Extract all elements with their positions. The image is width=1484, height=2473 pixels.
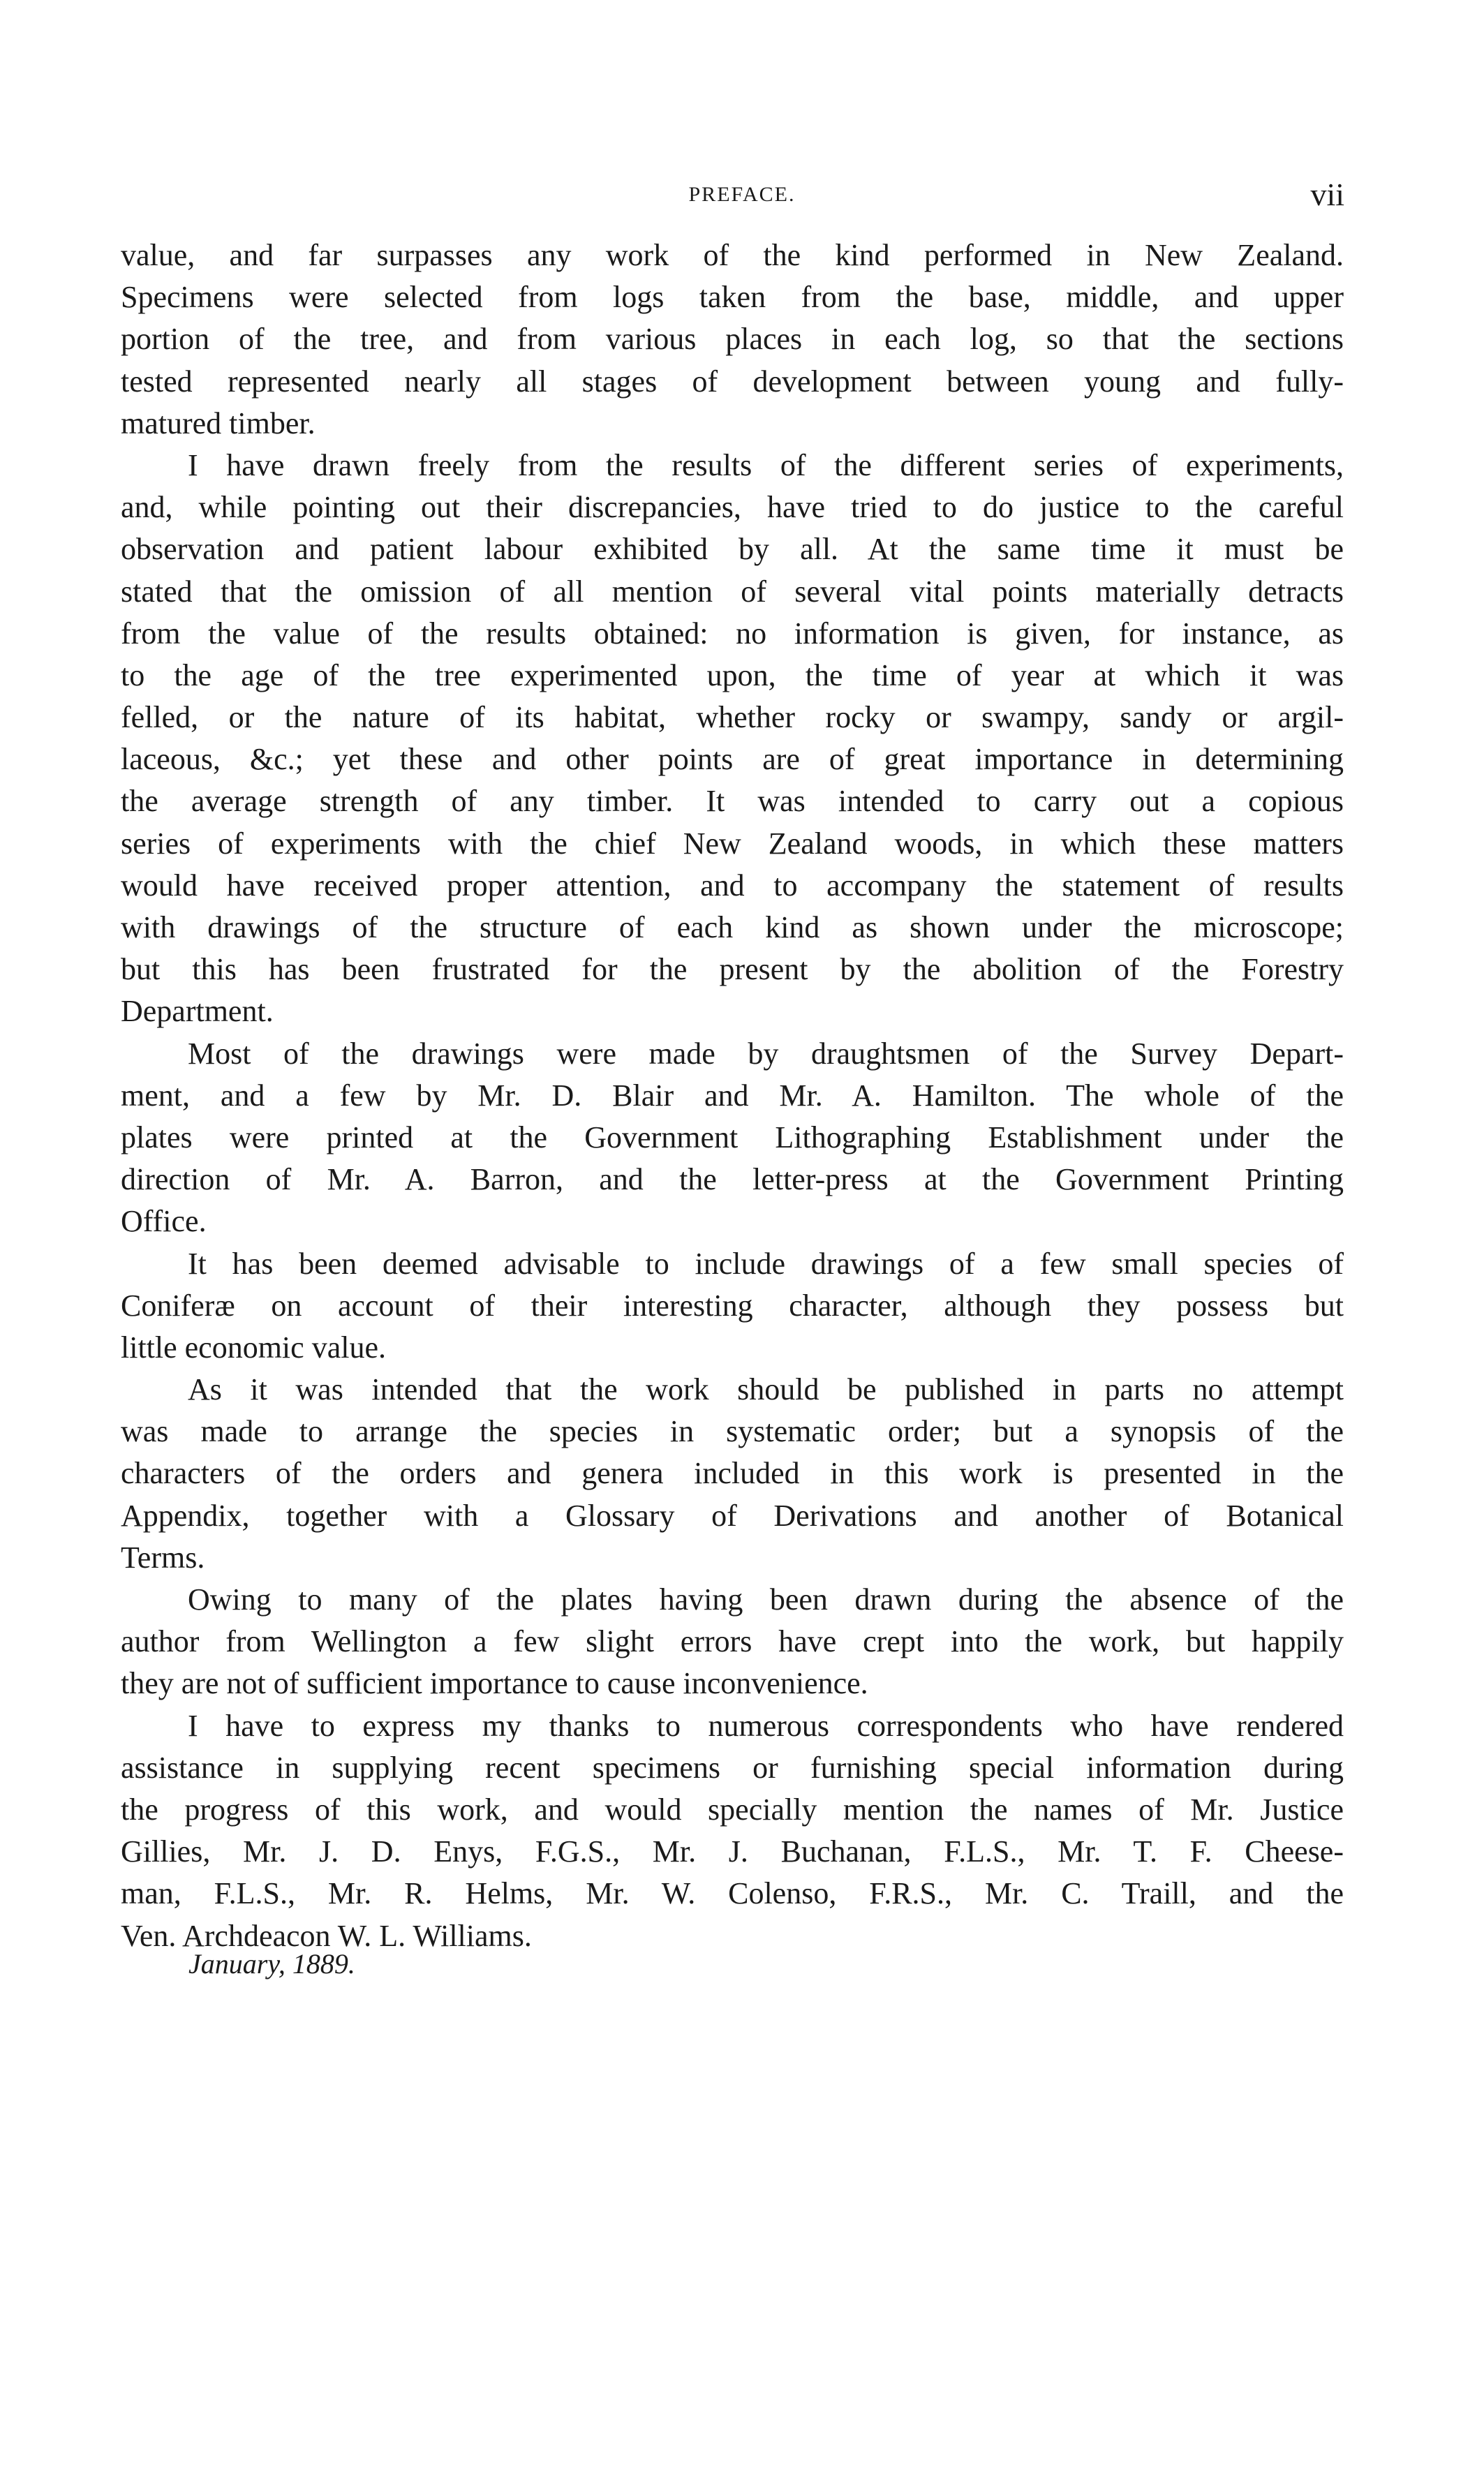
paragraph xyxy=(121,1243,1344,1369)
text-line: Office. xyxy=(121,1204,207,1239)
paragraph xyxy=(121,1033,1344,1243)
text-line: the average strength of any timber. It was intended to carry out a copious xyxy=(121,784,1344,819)
text-line: was made to arrange the species in systematic order; but a synopsis of the xyxy=(121,1414,1344,1449)
preface-date: January, 1889. xyxy=(188,1948,355,1980)
text-line: Terms. xyxy=(121,1540,205,1575)
text-line: Most of the drawings were made by draughtsmen of the Survey Depart- xyxy=(188,1036,1344,1071)
preface-body xyxy=(121,235,1344,1957)
text-line: to the age of the tree experimented upon, the time of year at which it was xyxy=(121,658,1344,692)
text-line: plates were printed at the Government Lithographing Establishment under the xyxy=(121,1120,1344,1154)
text-line: Coniferæ on account of their interesting character, although they possess but xyxy=(121,1288,1344,1323)
text-line: Specimens were selected from logs taken from the base, middle, and upper xyxy=(121,280,1344,315)
text-line: little economic value. xyxy=(121,1330,386,1365)
text-line: value, and far surpasses any work of the kind performed in New Zealand. xyxy=(121,238,1344,272)
text-line: with drawings of the structure of each kind as shown under the microscope; xyxy=(121,910,1344,944)
text-line: Gillies, Mr. J. D. Enys, F.G.S., Mr. J. Buchanan, F.L.S., Mr. T. F. Cheese- xyxy=(121,1834,1344,1869)
text-line: and, while pointing out their discrepancies, have tried to do justice to the careful xyxy=(121,490,1344,525)
text-line: the progress of this work, and would specially mention the names of Mr. Justice xyxy=(121,1792,1344,1827)
text-line: would have received proper attention, and to accompany the statement of results xyxy=(121,868,1344,903)
running-head-title: PREFACE. xyxy=(688,183,796,206)
text-line: stated that the omission of all mention of several vital points materially detracts xyxy=(121,574,1344,609)
paragraph xyxy=(121,1369,1344,1579)
paragraph xyxy=(121,445,1344,1033)
text-line: tested represented nearly all stages of development between young and fully- xyxy=(121,364,1344,399)
text-line: Ven. Archdeacon W. L. Williams. xyxy=(121,1918,532,1953)
text-line: author from Wellington a few slight errors have crept into the work, but happily xyxy=(121,1624,1344,1659)
text-line: assistance in supplying recent specimens or furnishing special information during xyxy=(121,1750,1344,1785)
text-line: laceous, &c.; yet these and other points are of great importance in determining xyxy=(121,742,1344,777)
text-line: observation and patient labour exhibited by all. At the same time it must be xyxy=(121,532,1344,567)
text-line: but this has been frustrated for the present by the abolition of the Forestry xyxy=(121,952,1344,987)
text-line: Owing to many of the plates having been drawn during the absence of the xyxy=(188,1582,1344,1617)
text-line: from the value of the results obtained: no information is given, for instance, as xyxy=(121,616,1344,651)
text-line: As it was intended that the work should be published in parts no attempt xyxy=(188,1372,1344,1407)
text-line: Department. xyxy=(121,994,274,1029)
text-line: It has been deemed advisable to include drawings of a few small species of xyxy=(188,1246,1344,1281)
text-line: ment, and a few by Mr. D. Blair and Mr. A. Hamilton. The whole of the xyxy=(121,1078,1344,1113)
text-line: direction of Mr. A. Barron, and the letter-press at the Government Printing xyxy=(121,1162,1344,1197)
text-line: man, F.L.S., Mr. R. Helms, Mr. W. Colenso, F.R.S., Mr. C. Traill, and the xyxy=(121,1876,1344,1911)
text-line: portion of the tree, and from various places in each log, so that the sections xyxy=(121,322,1344,357)
text-line: I have to express my thanks to numerous correspondents who have rendered xyxy=(188,1708,1344,1743)
text-line: I have drawn freely from the results of the different series of experiments, xyxy=(188,447,1344,482)
text-line: Appendix, together with a Glossary of Derivations and another of Botanical xyxy=(121,1498,1344,1533)
text-line: felled, or the nature of its habitat, whether rocky or swampy, sandy or argil- xyxy=(121,700,1344,735)
text-line: matured timber. xyxy=(121,406,316,440)
running-head xyxy=(0,176,1484,215)
paragraph xyxy=(121,1705,1344,1957)
page-number: vii xyxy=(1310,177,1344,212)
text-line: characters of the orders and genera included in this work is presented in the xyxy=(121,1456,1344,1491)
text-line: series of experiments with the chief New Zealand woods, in which these matters xyxy=(121,826,1344,861)
text-line: they are not of sufficient importance to cause inconvenience. xyxy=(121,1666,868,1701)
paragraph xyxy=(121,1579,1344,1705)
paragraph xyxy=(121,235,1344,445)
